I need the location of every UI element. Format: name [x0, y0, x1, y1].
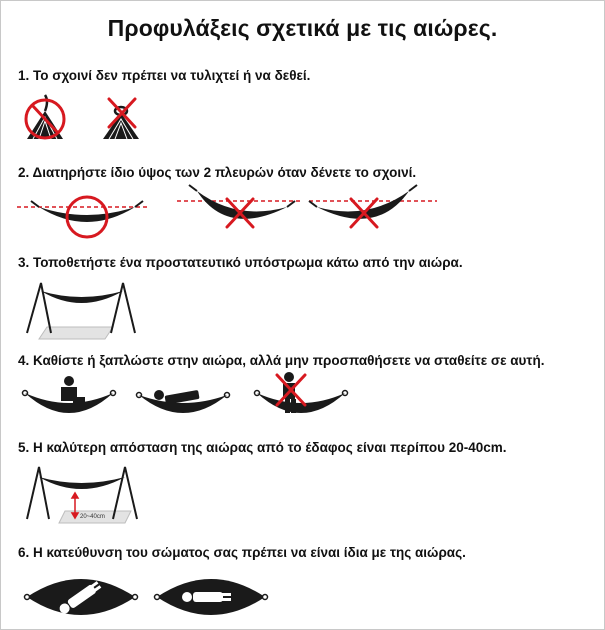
distance-arrow-icon [72, 493, 78, 518]
step-2-label: 2. Διατηρήστε ίδιο ύψος των 2 πλευρών όταν δένετε το σχοινί. [18, 165, 417, 180]
rope-knot-icon [26, 95, 64, 139]
body-direction-illustration [21, 567, 271, 627]
step-4-label: 4. Καθίστε ή ξαπλώστε στην αιώρα, αλλά μην προσπαθήσετε να σταθείτε σε αυτή. [18, 353, 545, 368]
hammock-uneven-right-icon [309, 185, 437, 227]
person-standing-icon [255, 372, 348, 413]
sit-lie-not-stand-illustration [21, 371, 361, 433]
page-title: Προφυλάξεις σχετικά με τις αιώρες. [107, 15, 498, 41]
step-1-label: 1. Το σχοινί δεν πρέπει να τυλιχτεί ή να δεθεί. [18, 68, 311, 83]
step-3-label: 3. Τοποθετήστε ένα προστατευτικό υπόστρωμα κάτω από την αιώρα. [18, 255, 463, 270]
equal-height-illustration [17, 183, 447, 243]
rope-tied-icon [103, 99, 139, 139]
person-lying-icon [137, 390, 230, 413]
protective-mat-illustration [21, 277, 151, 345]
step-5-label: 5. Η καλύτερη απόσταση της αιώρας από το έδαφος είναι περίπου 20-40cm. [18, 440, 507, 455]
hammock-stand-icon [27, 283, 135, 333]
rope-wrapped-warning-illustration [19, 91, 179, 151]
hammock-uneven-left-icon [177, 185, 302, 227]
distance-label: 20~40cm [80, 514, 105, 520]
step-6-label: 6. Η κατεύθυνση του σώματος σας πρέπει να είναι ίδια με της αιώρας. [18, 545, 466, 560]
hammock-topview-diagonal-icon [25, 579, 138, 615]
person-sitting-icon [23, 376, 116, 413]
ground-distance-illustration [21, 461, 151, 531]
hammock-level-icon [17, 197, 147, 237]
hammock-topview-straight-icon [155, 579, 268, 615]
